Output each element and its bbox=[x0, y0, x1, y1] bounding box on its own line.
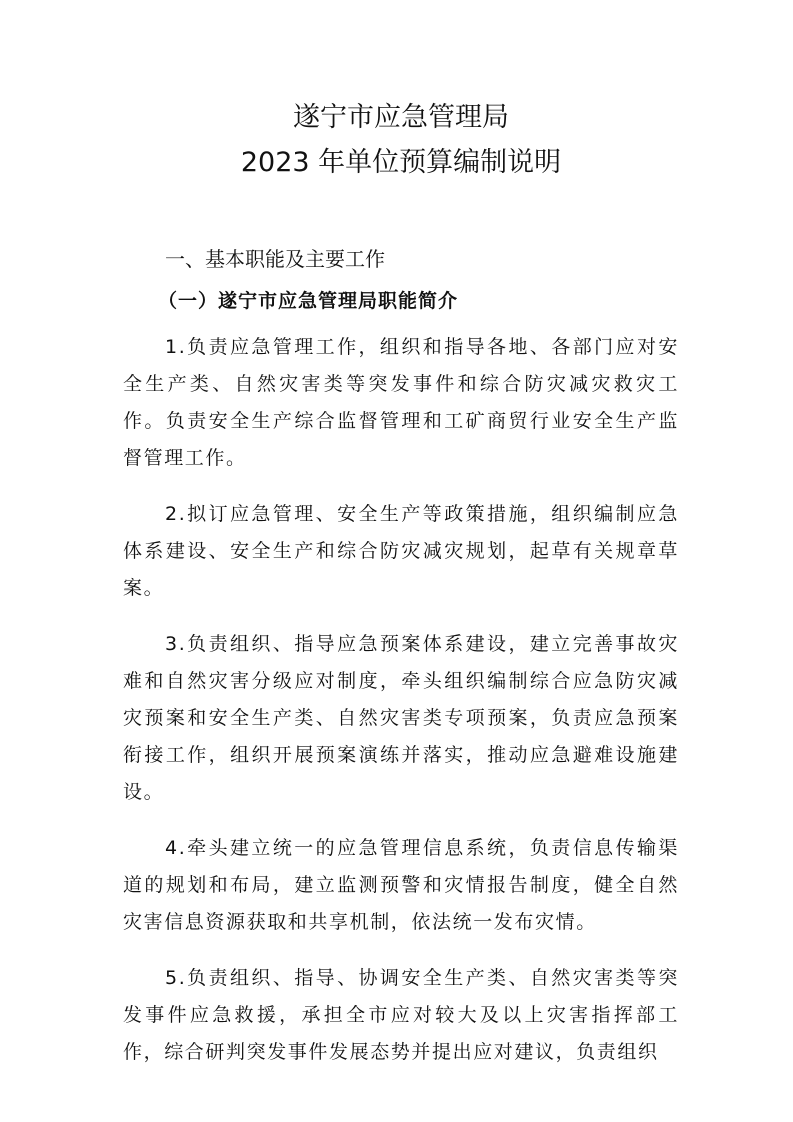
body-paragraph-5: 5.负责组织、指导、协调安全生产类、自然灾害类等突发事件应急救援，承担全市应对较大及以上灾害指挥部工作，综合研判突发事件发展态势并提出应对建议，负责组织 bbox=[123, 967, 679, 1063]
document-title bbox=[123, 0, 679, 178]
title-line-organization: 遂宁市应急管理局 bbox=[293, 102, 509, 133]
subsection-heading-function-overview: （一）遂宁市应急管理局职能简介 bbox=[158, 290, 459, 312]
title-line-budget-description: 2023 年单位预算编制说明 bbox=[240, 147, 562, 178]
body-paragraph-4: 4.牵头建立统一的应急管理信息系统，负责信息传输渠道的规划和布局，建立监测预警和灾情报告制度，健全自然灾害信息资源获取和共享机制，依法统一发布灾情。 bbox=[123, 837, 679, 933]
body-paragraph-2: 2.拟订应急管理、安全生产等政策措施，组织编制应急体系建设、安全生产和综合防灾减灾规划，起草有关规章草案。 bbox=[123, 503, 679, 599]
section-heading-basic-functions: 一、基本职能及主要工作 bbox=[165, 247, 385, 271]
body-paragraph-3: 3.负责组织、指导应急预案体系建设，建立完善事故灾难和自然灾害分级应对制度，牵头组织编制综合应急防灾减灾预案和安全生产类、自然灾害类专项预案，负责应急预案衔接工作，组织开展预案演练并落实，推动应急避难设施建设。 bbox=[123, 633, 679, 803]
body-paragraph-1: 1.负责应急管理工作，组织和指导各地、各部门应对安全生产类、自然灾害类等突发事件和综合防灾减灾救灾工作。负责安全生产综合监督管理和工矿商贸行业安全生产监督管理工作。 bbox=[123, 336, 679, 469]
